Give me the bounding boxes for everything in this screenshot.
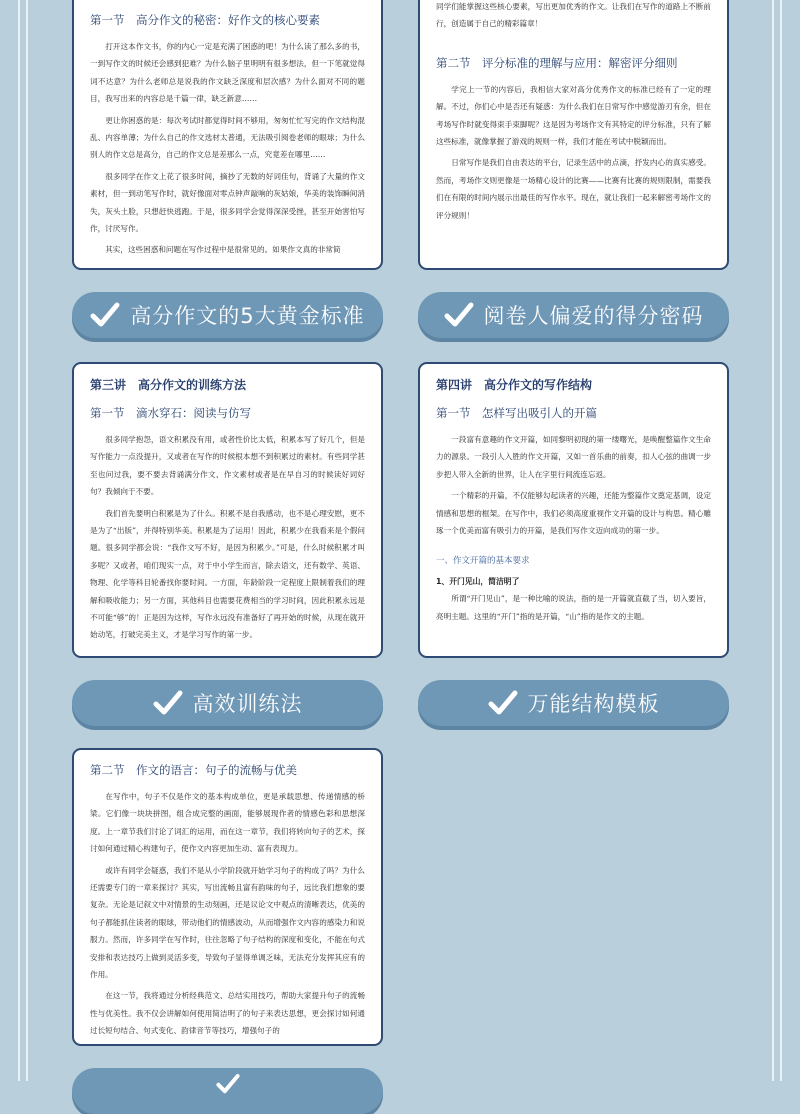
frame-line xyxy=(780,0,782,1081)
section-title: 第一节 怎样写出吸引人的开篇 xyxy=(436,406,597,420)
section-title: 第一节 高分作文的秘密：好作文的核心要素 xyxy=(90,13,320,27)
lecture-title: 第四讲 高分作文的写作结构 xyxy=(436,378,593,392)
paragraph: 很多同学在作文上花了很多时间，摘抄了无数的好词佳句，背诵了大量的作文素材，但一到动笔写作时，就好像面对零点钟声敲响的灰姑娘，华美的装饰瞬间消失，灰头土脸，只想赶快逃跑。于是，很多同学会觉得深深受挫，甚至开始害怕写作，讨厌写作。 xyxy=(90,171,365,234)
section-title: 第一节 滴水穿石：阅读与仿写 xyxy=(90,406,251,420)
lecture-title: 第三讲 高分作文的训练方法 xyxy=(90,378,247,392)
paragraph: 一段富有意趣的作文开篇，如同黎明初现的第一缕曙光，是唤醒整篇作文生命力的源泉。一段引人入胜的作文开篇，又如一首乐曲的前奏，扣人心弦的曲调一步步把人带入全新的世界，让人在字里行间流连忘返。 xyxy=(436,435,711,479)
frame-line xyxy=(772,0,774,1081)
paragraph: 我们首先要明白积累是为了什么。积累不是自我感动，也不是心理安慰，更不是为了“出版”，并得特别华美。积累是为了运用！因此，积累少在我看来是个假问题。很多同学都会说：“我作文写不好，是因为积累少。”可是，什么时候积累才叫多呢？又或者，咱们现实一点，对于中小学生而言，除去语文，还有数学、英语、物理、化学等科目轮番找你要时间。一方面，年龄阶段一定程度上限制着我们的理解和吸收能力；另一方面，其他科目也需要花费相当的学习时间，因此积累永远是不可能“够”的！正是因为这样，写作永远没有准备好了再开始的时候，从现在就开始动笔，打破完美主义，才是学习写作的第一步。 xyxy=(90,508,365,640)
paragraph: 很多同学抱怨，语文积累没有用，或者性价比太低，积累本写了好几个，但是写作能力一点没提升，又或者在写作的时候根本想不到积累过的素材。有些同学甚至也问过我，要不要去背诵满分作文、作文素材或者是在早自习的时候读好词好句？我倾向于不要。 xyxy=(90,435,365,497)
subheading: 一、作文开篇的基本要求 xyxy=(436,556,530,567)
checkmark-icon xyxy=(488,688,518,718)
checkmark-icon xyxy=(216,1072,240,1096)
paragraph: 在写作中，句子不仅是作文的基本构成单位，更是承载思想、传递情感的桥梁。它们像一块块拼图，组合成完整的画面，能够展现作者的情感色彩和思想深度。上一章节我们讨论了词汇的运用，而在这一章节，我们将转向句子的艺术，探讨如何通过精心构建句子，使作文内容更加生动、富有表现力。 xyxy=(90,792,365,854)
excerpt-card-core-elements xyxy=(72,0,383,270)
section-title: 第二节 评分标准的理解与应用：解密评分细则 xyxy=(436,55,678,70)
pill-label: 高分作文的5大黄金标准 xyxy=(130,304,365,328)
pill-button-golden-standards xyxy=(72,292,383,338)
paragraph: 日常写作是我们自由表达的平台，记录生活中的点滴，抒发内心的真实感受。然而，考场作文则更像是一场精心设计的比赛——比赛有比赛的规则限制，需要我们在有限的时间内展示出最佳的写作水平。现在，就让我们一起来解密考场作文的评分规则！ xyxy=(436,158,711,220)
card-body xyxy=(436,81,711,224)
paragraph: 学完上一节的内容后，我相信大家对高分优秀作文的标准已经有了一定的理解。不过，你们心中是否还有疑惑：为什么我们在日常写作中感觉游刃有余，但在考场写作时就变得束手束脚呢？这是因为考场作文有其特定的评分标准，只有了解这些标准，就像掌握了游戏的规则一样，我们才能在考试中脱颖而出。 xyxy=(436,84,711,147)
paragraph: 更让你困惑的是：每次考试时都觉得时间不够用，匆匆忙忙写完的作文结构混乱、内容单薄；为什么自己的作文选材太普通，无法吸引阅卷老师的眼球；为什么别人的作文总是高分，自己的作文总是差那么一点，究竟差在哪里…… xyxy=(90,115,365,160)
section-title: 第二节 作文的语言：句子的流畅与优美 xyxy=(90,763,297,777)
pill-button-scoring-code xyxy=(418,292,729,338)
pill-button-partial xyxy=(72,1068,383,1114)
paragraph: 一个精彩的开篇，不仅能够勾起读者的兴趣，还能为整篇作文奠定基调，设定情感和思想的框架。在写作中，我们必须高度重视作文开篇的设计与构思。精心雕琢一个优美而富有吸引力的开篇，是我们写作文迈向成功的第一步。 xyxy=(436,491,711,536)
card-body xyxy=(436,0,711,33)
card-body xyxy=(436,431,711,625)
excerpt-card-writing-structure xyxy=(418,362,729,658)
paragraph: 在这一节，我将通过分析经典范文、总结实用技巧，帮助大家提升句子的流畅性与优美性。我不仅会讲解如何使用简洁明了的句子来表达思想，更会探讨如何通过长短句结合、句式变化、韵律音节等技巧，增强句子的 xyxy=(90,991,365,1036)
card-body xyxy=(90,38,365,259)
paragraph: 其实，这些困惑和问题在写作过程中是很常见的。如果作文真的非常简 xyxy=(105,245,341,255)
frame-line xyxy=(26,0,28,1081)
checkmark-icon xyxy=(153,688,183,718)
frame-line xyxy=(18,0,20,1081)
paragraph: 同学们能掌握这些核心要素，写出更加优秀的作文。让我们在写作的道路上不断前行，创造属于自己的精彩篇章！ xyxy=(436,2,711,29)
subheading: 1、开门见山，简洁明了 xyxy=(436,576,520,586)
paragraph: 所谓“开门见山”，是一种比喻的说法，指的是一开篇就直截了当，切入要旨，亮明主题。这里的“开门”指的是开篇，“山”指的是作文的主题。 xyxy=(436,594,711,621)
paragraph: 或许有同学会疑惑，我们不是从小学阶段就开始学习句子的构成了吗？为什么还需要专门的一章来探讨？其实，写出流畅且富有韵味的句子，远比我们想象的要复杂。无论是记叙文中对情景的生动刻画，还是议论文中观点的清晰表达，优美的句子都能抓住读者的眼球，带动他们的情感波动，从而增强作文内容的感染力和说服力。然而，许多同学在写作时，往往忽略了句子结构的深度和变化，不能在句式安排和表达技巧上做到灵活多变，导致句子显得单调乏味，无法充分发挥其应有的作用。 xyxy=(90,865,365,980)
checkmark-icon xyxy=(90,300,120,330)
card-body xyxy=(90,431,365,644)
pill-label: 万能结构模板 xyxy=(527,692,660,716)
excerpt-card-scoring-rules xyxy=(418,0,729,270)
card-body xyxy=(90,788,365,1040)
pill-label: 阅卷人偏爱的得分密码 xyxy=(483,304,704,328)
paragraph: 打开这本作文书，你的内心一定是充满了困惑的吧！为什么读了那么多的书，一到写作文的时候还会感到犯难？为什么脑子里明明有很多想法，但一下笔就觉得词不达意？为什么老师总是说我的作文缺乏深度和层次感？为什么面对不同的题目，我写出来的内容总是千篇一律，缺乏新意…… xyxy=(90,42,365,104)
excerpt-card-training-methods xyxy=(72,362,383,658)
checkmark-icon xyxy=(444,300,474,330)
pill-button-structure-template xyxy=(418,680,729,726)
excerpt-card-sentence-language xyxy=(72,748,383,1046)
pill-label: 高效训练法 xyxy=(192,692,303,716)
pill-button-efficient-training xyxy=(72,680,383,726)
